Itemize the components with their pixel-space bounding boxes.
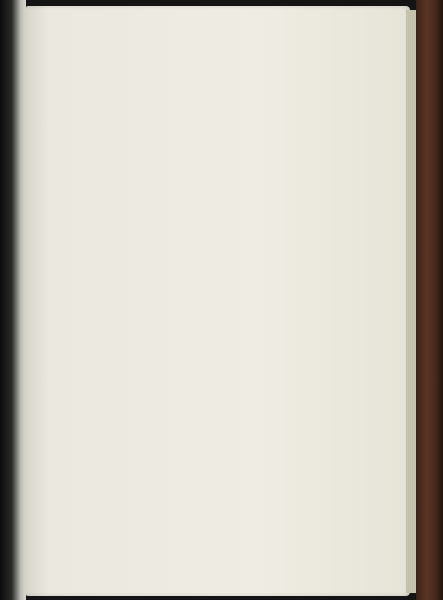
book-cover-edge [416, 0, 443, 600]
section-heading [32, 41, 384, 58]
page-number [32, 8, 384, 25]
signature-mark [32, 90, 384, 107]
book-gutter [0, 0, 26, 600]
page-text [32, 8, 384, 107]
